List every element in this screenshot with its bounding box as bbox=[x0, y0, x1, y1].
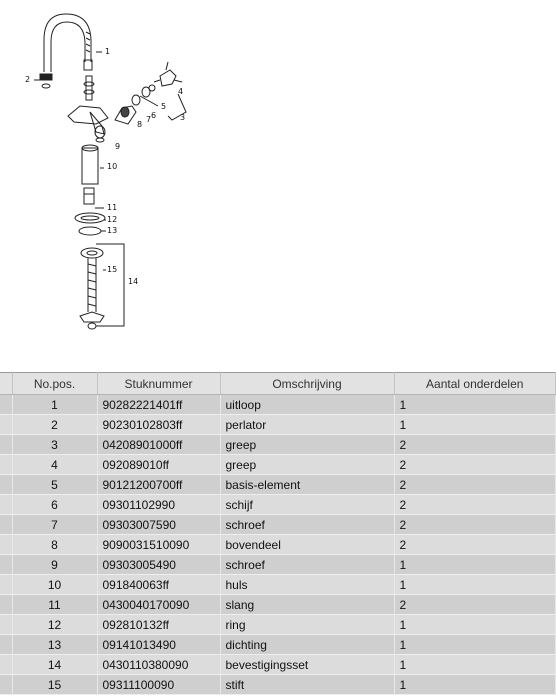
callout-13: 13 bbox=[107, 226, 118, 235]
table-row[interactable] bbox=[0, 395, 556, 415]
row-stub bbox=[0, 515, 12, 535]
cell-part-number: 90230102803ff bbox=[97, 415, 220, 435]
cell-quantity: 1 bbox=[394, 615, 556, 635]
cell-part-number: 9090031510090 bbox=[97, 535, 220, 555]
cell-position: 15 bbox=[12, 675, 97, 695]
cell-quantity: 1 bbox=[394, 395, 556, 415]
table-row[interactable] bbox=[0, 475, 556, 495]
cell-quantity: 1 bbox=[394, 555, 556, 575]
callout-6: 6 bbox=[151, 111, 157, 120]
callout-1: 1 bbox=[105, 47, 111, 56]
row-stub bbox=[0, 415, 12, 435]
cell-quantity: 2 bbox=[394, 455, 556, 475]
table-row[interactable] bbox=[0, 635, 556, 655]
callout-12: 12 bbox=[107, 215, 118, 224]
table-row[interactable] bbox=[0, 575, 556, 595]
cell-part-number: 092089010ff bbox=[97, 455, 220, 475]
callout-2: 2 bbox=[25, 75, 31, 84]
cell-quantity: 2 bbox=[394, 435, 556, 455]
cell-quantity: 2 bbox=[394, 475, 556, 495]
cell-position: 6 bbox=[12, 495, 97, 515]
cell-description: schroef bbox=[220, 555, 394, 575]
row-stub bbox=[0, 615, 12, 635]
cell-part-number: 0430110380090 bbox=[97, 655, 220, 675]
table-row[interactable] bbox=[0, 495, 556, 515]
cell-part-number: 091840063ff bbox=[97, 575, 220, 595]
row-stub bbox=[0, 395, 12, 415]
cell-position: 1 bbox=[12, 395, 97, 415]
cell-description: schroef bbox=[220, 515, 394, 535]
cell-description: uitloop bbox=[220, 395, 394, 415]
callout-11: 11 bbox=[107, 203, 118, 212]
cell-part-number: 09301102990 bbox=[97, 495, 220, 515]
cell-part-number: 09141013490 bbox=[97, 635, 220, 655]
parts-table bbox=[0, 372, 556, 695]
cell-description: bovendeel bbox=[220, 535, 394, 555]
header-stub bbox=[0, 373, 12, 395]
cell-part-number: 04208901000ff bbox=[97, 435, 220, 455]
table-row[interactable] bbox=[0, 415, 556, 435]
cell-position: 14 bbox=[12, 655, 97, 675]
cell-quantity: 2 bbox=[394, 595, 556, 615]
cell-quantity: 2 bbox=[394, 535, 556, 555]
cell-description: greep bbox=[220, 455, 394, 475]
table-row[interactable] bbox=[0, 515, 556, 535]
callout-9: 9 bbox=[115, 142, 121, 151]
table-row[interactable] bbox=[0, 435, 556, 455]
cell-description: stift bbox=[220, 675, 394, 695]
callout-4: 4 bbox=[178, 87, 184, 96]
callout-8: 8 bbox=[137, 120, 143, 129]
cell-description: ring bbox=[220, 615, 394, 635]
cell-position: 12 bbox=[12, 615, 97, 635]
cell-description: dichting bbox=[220, 635, 394, 655]
cell-description: greep bbox=[220, 435, 394, 455]
row-stub bbox=[0, 575, 12, 595]
cell-description: huls bbox=[220, 575, 394, 595]
cell-quantity: 2 bbox=[394, 515, 556, 535]
table-row[interactable] bbox=[0, 675, 556, 695]
row-stub bbox=[0, 535, 12, 555]
table-row[interactable] bbox=[0, 555, 556, 575]
table-row[interactable] bbox=[0, 595, 556, 615]
row-stub bbox=[0, 475, 12, 495]
cell-quantity: 1 bbox=[394, 675, 556, 695]
callout-10: 10 bbox=[107, 162, 118, 171]
callout-7: 7 bbox=[146, 115, 152, 124]
cell-quantity: 1 bbox=[394, 415, 556, 435]
table-header-row bbox=[0, 373, 556, 395]
cell-position: 4 bbox=[12, 455, 97, 475]
cell-description: basis-element bbox=[220, 475, 394, 495]
cell-position: 11 bbox=[12, 595, 97, 615]
row-stub bbox=[0, 655, 12, 675]
cell-part-number: 90121200700ff bbox=[97, 475, 220, 495]
cell-position: 13 bbox=[12, 635, 97, 655]
cell-description: bevestigingsset bbox=[220, 655, 394, 675]
callout-15: 15 bbox=[107, 265, 118, 274]
cell-position: 5 bbox=[12, 475, 97, 495]
cell-position: 2 bbox=[12, 415, 97, 435]
row-stub bbox=[0, 555, 12, 575]
cell-position: 3 bbox=[12, 435, 97, 455]
cell-part-number: 09303005490 bbox=[97, 555, 220, 575]
cell-part-number: 09311100090 bbox=[97, 675, 220, 695]
cell-part-number: 09303007590 bbox=[97, 515, 220, 535]
row-stub bbox=[0, 675, 12, 695]
callout-14: 14 bbox=[128, 277, 139, 286]
cell-position: 7 bbox=[12, 515, 97, 535]
header-description[interactable]: Omschrijving bbox=[220, 373, 394, 395]
header-position[interactable]: No.pos. bbox=[12, 373, 97, 395]
cell-position: 8 bbox=[12, 535, 97, 555]
cell-quantity: 2 bbox=[394, 495, 556, 515]
row-stub bbox=[0, 635, 12, 655]
table-row[interactable] bbox=[0, 455, 556, 475]
row-stub bbox=[0, 435, 12, 455]
cell-position: 9 bbox=[12, 555, 97, 575]
cell-part-number: 90282221401ff bbox=[97, 395, 220, 415]
table-row[interactable] bbox=[0, 615, 556, 635]
cell-position: 10 bbox=[12, 575, 97, 595]
header-part-number[interactable]: Stuknummer bbox=[97, 373, 220, 395]
table-row[interactable] bbox=[0, 655, 556, 675]
cell-description: perlator bbox=[220, 415, 394, 435]
row-stub bbox=[0, 455, 12, 475]
cell-part-number: 092810132ff bbox=[97, 615, 220, 635]
callout-5: 5 bbox=[161, 102, 167, 111]
cell-quantity: 1 bbox=[394, 575, 556, 595]
row-stub bbox=[0, 595, 12, 615]
cell-quantity: 1 bbox=[394, 655, 556, 675]
cell-description: schijf bbox=[220, 495, 394, 515]
cell-description: slang bbox=[220, 595, 394, 615]
row-stub bbox=[0, 495, 12, 515]
header-quantity[interactable]: Aantal onderdelen bbox=[394, 373, 556, 395]
callout-3: 3 bbox=[180, 113, 186, 122]
table-row[interactable] bbox=[0, 535, 556, 555]
cell-quantity: 1 bbox=[394, 635, 556, 655]
cell-part-number: 0430040170090 bbox=[97, 595, 220, 615]
